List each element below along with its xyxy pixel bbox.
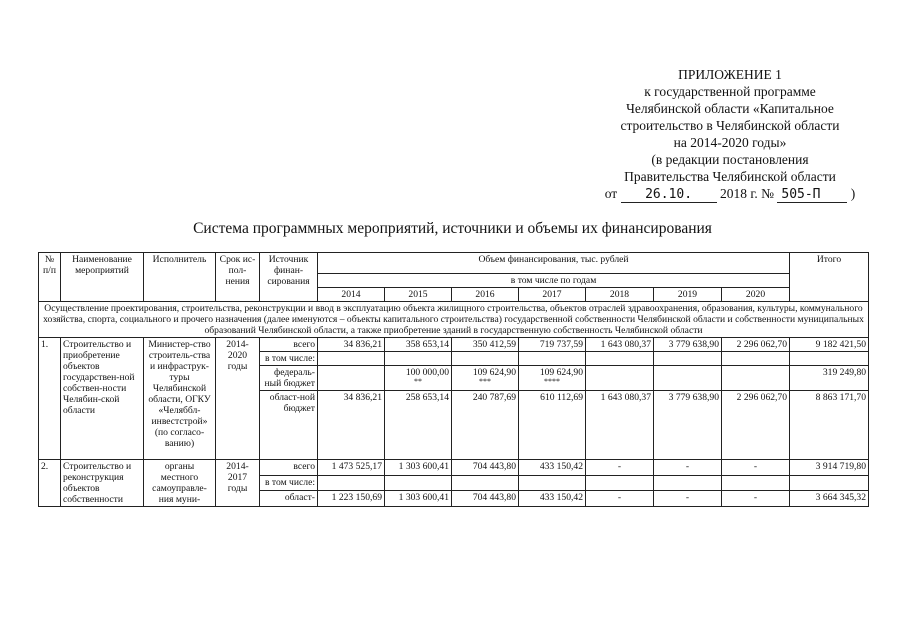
header-year: 2020 bbox=[722, 288, 790, 302]
appendix-heading: ПРИЛОЖЕНИЕ 1 bbox=[678, 67, 782, 82]
value-cell: - bbox=[654, 491, 722, 507]
row-term: 2014-2020 годы bbox=[216, 338, 260, 460]
value-cell: - bbox=[722, 460, 790, 476]
appendix-block bbox=[560, 66, 900, 203]
value-cell: 350 412,59 bbox=[452, 338, 519, 352]
row-source: в том числе: bbox=[260, 352, 318, 366]
footnote-mark: **** bbox=[544, 377, 560, 386]
header-year: 2014 bbox=[318, 288, 385, 302]
total-cell: 9 182 421,50 bbox=[790, 338, 869, 352]
date-prefix: от bbox=[604, 186, 618, 201]
value-cell: - bbox=[586, 460, 654, 476]
value-cell bbox=[722, 366, 790, 391]
value-text: 100 000,00 bbox=[405, 367, 449, 378]
value-cell bbox=[318, 352, 385, 366]
value-cell bbox=[318, 366, 385, 391]
value-cell bbox=[586, 366, 654, 391]
value-cell bbox=[452, 475, 519, 491]
header-total: Итого bbox=[790, 253, 869, 302]
footnote-mark: ** bbox=[414, 377, 422, 386]
value-cell bbox=[385, 352, 452, 366]
header-row bbox=[39, 253, 869, 274]
header-by-years: в том числе по годам bbox=[318, 274, 790, 288]
value-cell: 3 779 638,90 bbox=[654, 391, 722, 460]
value-cell: 34 836,21 bbox=[318, 338, 385, 352]
header-term: Срок ис-пол-нения bbox=[216, 253, 260, 302]
section-row bbox=[39, 302, 869, 338]
table-row bbox=[39, 460, 869, 476]
value-cell bbox=[586, 352, 654, 366]
row-executor: органы местного самоуправле-ния муни- bbox=[144, 460, 216, 507]
value-cell: 1 643 080,37 bbox=[586, 338, 654, 352]
header-volume: Объем финансирования, тыс. рублей bbox=[318, 253, 790, 274]
value-cell bbox=[385, 366, 452, 391]
footnote-mark: *** bbox=[479, 377, 491, 386]
total-cell: 8 863 171,70 bbox=[790, 391, 869, 460]
value-cell: 2 296 062,70 bbox=[722, 391, 790, 460]
value-cell: 1 303 600,41 bbox=[385, 460, 452, 476]
appendix-line: на 2014-2020 годы» bbox=[673, 135, 787, 150]
value-cell bbox=[318, 475, 385, 491]
value-text: 109 624,90 bbox=[472, 367, 516, 378]
date-suffix: ) bbox=[850, 186, 856, 201]
appendix-line: к государственной программе bbox=[644, 84, 816, 99]
header-executor: Исполнитель bbox=[144, 253, 216, 302]
financing-table bbox=[38, 252, 869, 507]
value-cell: 240 787,69 bbox=[452, 391, 519, 460]
value-cell bbox=[722, 475, 790, 491]
row-source: всего bbox=[260, 460, 318, 476]
header-num: № п/п bbox=[39, 253, 61, 302]
header-year: 2019 bbox=[654, 288, 722, 302]
appendix-line: Правительства Челябинской области bbox=[624, 169, 836, 184]
value-cell: 704 443,80 bbox=[452, 491, 519, 507]
date-day: 26.10. bbox=[621, 188, 717, 203]
row-name: Строительство и реконструкция объектов собственности bbox=[61, 460, 144, 507]
doc-number: 505-П bbox=[777, 188, 847, 203]
value-text: 109 624,90 bbox=[539, 367, 583, 378]
value-cell bbox=[452, 352, 519, 366]
header-year: 2015 bbox=[385, 288, 452, 302]
total-cell: 319 249,80 bbox=[790, 366, 869, 391]
value-cell bbox=[654, 366, 722, 391]
page-title: Система программных мероприятий, источники и объемы их финансирования bbox=[193, 220, 712, 237]
table-row bbox=[39, 338, 869, 352]
value-cell: 1 473 525,17 bbox=[318, 460, 385, 476]
value-cell: - bbox=[722, 491, 790, 507]
header-source: Источник финан-сирования bbox=[260, 253, 318, 302]
row-name: Строительство и приобретение объектов государствен-ной собствен-ности Челябин-ской области bbox=[61, 338, 144, 460]
total-cell bbox=[790, 352, 869, 366]
value-cell: 433 150,42 bbox=[519, 491, 586, 507]
value-cell bbox=[586, 475, 654, 491]
row-source: федераль-ный бюджет bbox=[260, 366, 318, 391]
row-term: 2014-2017 годы bbox=[216, 460, 260, 507]
value-cell: 358 653,14 bbox=[385, 338, 452, 352]
header-name: Наименование мероприятий bbox=[61, 253, 144, 302]
value-cell bbox=[654, 475, 722, 491]
value-cell: 34 836,21 bbox=[318, 391, 385, 460]
value-cell bbox=[519, 366, 586, 391]
section-text: Осуществление проектирования, строительства, реконструкции и ввод в эксплуатацию объекта жилищного строительства, объектов отраслей здравоохранения, образования, культуры, коммунального хозяйства, спорта, социального и прочего назначения (далее именуются – объекты капитального строительства) государственной собственности Челябинской области и собственности муниципальных образований Челябинской области, а также приобретение зданий в государственную собственность Челябинской области bbox=[39, 302, 869, 338]
row-num: 2. bbox=[39, 460, 61, 507]
appendix-line: Челябинской области «Капитальное bbox=[626, 101, 834, 116]
value-cell: 1 223 150,69 bbox=[318, 491, 385, 507]
header-year: 2018 bbox=[586, 288, 654, 302]
row-source: област- bbox=[260, 491, 318, 507]
value-cell bbox=[654, 352, 722, 366]
date-year: 2018 г. № bbox=[719, 186, 774, 201]
row-source: област-ной бюджет bbox=[260, 391, 318, 460]
row-executor: Министер-ство строитель-ства и инфраструк-туры Челябинской области, ОГКУ «Челяббл-инвестстрой» (по согласо-ванию) bbox=[144, 338, 216, 460]
date-line bbox=[560, 185, 900, 203]
appendix-line: строительство в Челябинской области bbox=[620, 118, 840, 133]
value-cell bbox=[519, 475, 586, 491]
appendix-line: (в редакции постановления bbox=[651, 152, 809, 167]
header-year: 2016 bbox=[452, 288, 519, 302]
value-cell: - bbox=[586, 491, 654, 507]
value-cell bbox=[519, 352, 586, 366]
value-cell: 610 112,69 bbox=[519, 391, 586, 460]
header-year: 2017 bbox=[519, 288, 586, 302]
value-cell: 719 737,59 bbox=[519, 338, 586, 352]
row-source: всего bbox=[260, 338, 318, 352]
value-cell: - bbox=[654, 460, 722, 476]
total-cell: 3 664 345,32 bbox=[790, 491, 869, 507]
total-cell: 3 914 719,80 bbox=[790, 460, 869, 476]
row-num: 1. bbox=[39, 338, 61, 460]
value-cell: 1 303 600,41 bbox=[385, 491, 452, 507]
value-cell bbox=[452, 366, 519, 391]
value-cell: 1 643 080,37 bbox=[586, 391, 654, 460]
value-cell bbox=[722, 352, 790, 366]
row-source: в том числе: bbox=[260, 475, 318, 491]
value-cell: 704 443,80 bbox=[452, 460, 519, 476]
value-cell: 433 150,42 bbox=[519, 460, 586, 476]
total-cell bbox=[790, 475, 869, 491]
value-cell: 3 779 638,90 bbox=[654, 338, 722, 352]
value-cell bbox=[385, 475, 452, 491]
value-cell: 258 653,14 bbox=[385, 391, 452, 460]
value-cell: 2 296 062,70 bbox=[722, 338, 790, 352]
